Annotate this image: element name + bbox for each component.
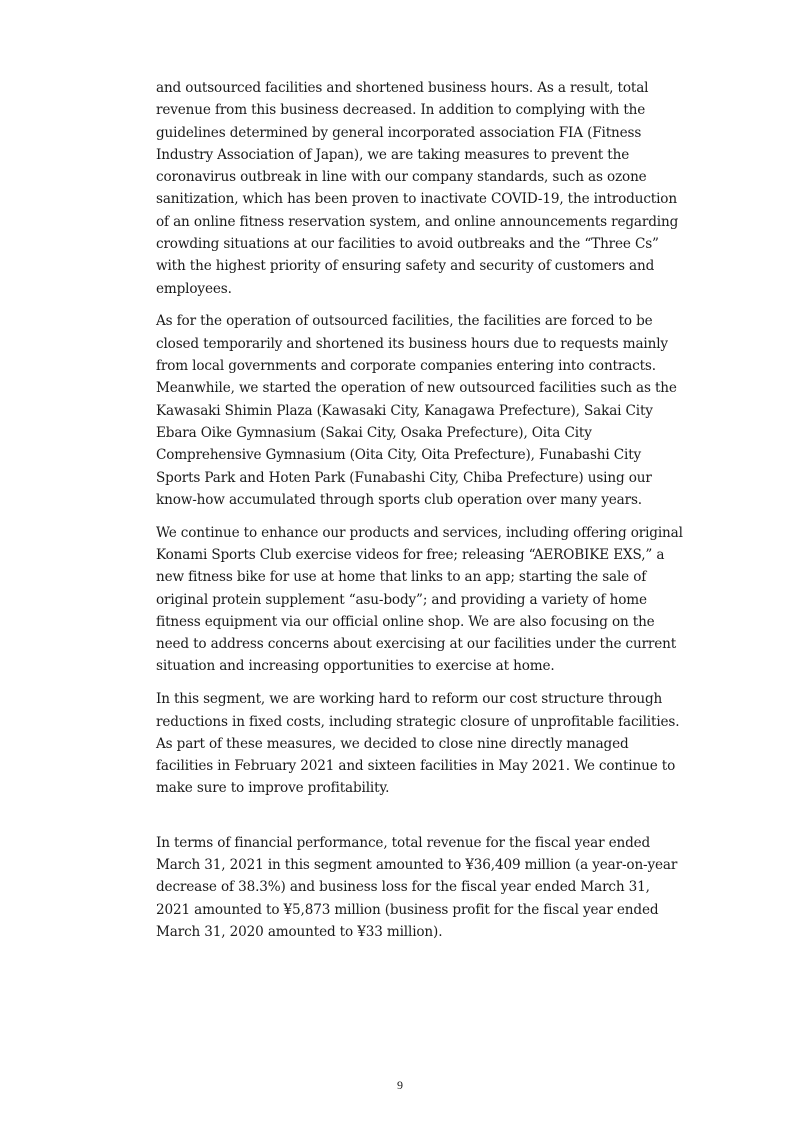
document-body [156,77,686,954]
paragraph-financial-performance: In terms of financial performance, total revenue for the fiscal year ended March 31, 2021 in this segment amounted to ¥36,409 million (a year-on-year decrease of 38.3%) and business loss for the fiscal year ended March 31, 2021 amounted to ¥5,873 million (business profit for the fiscal year ended March 31, 2020 amounted to ¥33 million). [156,834,678,940]
page-number: 9 [397,1078,403,1092]
paragraph-facility-measures: and outsourced facilities and shortened business hours. As a result, total revenue from this business decreased. In addition to complying with the guidelines determined by general incorporated association FIA (Fitness Industry Association of Japan), we are taking measures to prevent the coronavirus outbreak in line with our company standards, such as ozone sanitization, which has been proven to inactivate COVID-19, the introduction of an online fitness reservation system, and online announcements regarding crowding situations at our facilities to avoid outbreaks and the “Three Cs” with the highest priority of ensuring safety and security of customers and employees. [156,80,679,297]
paragraph-cost-structure: In this segment, we are working hard to reform our cost structure through reductions in fixed costs, including strategic closure of unprofitable facilities. As part of these measures, we decided to close nine directly managed facilities in February 2021 and sixteen facilities in May 2021. We continue to make sure to improve profitability. [156,691,680,797]
paragraph-outsourced-facilities: As for the operation of outsourced facilities, the facilities are forced to be closed temporarily and shortened its business hours due to requests mainly from local governments and corporate companies entering into contracts. Meanwhile, we started the operation of new outsourced facilities such as the Kawasaki Shimin Plaza (Kawasaki City, Kanagawa Prefecture), Sakai City Ebara Oike Gymnasium (Sakai City, Osaka Prefecture), Oita City Comprehensive Gymnasium (Oita City, Oita Prefecture), Funabashi City Sports Park and Hoten Park (Funabashi City, Chiba Prefecture) using our know-how accumulated through sports club operation over many years. [156,313,677,508]
paragraph-products-services: We continue to enhance our products and services, including offering original Konami Sports Club exercise videos for free; releasing “AEROBIKE EXS,” a new fitness bike for use at home that links to an app; starting the sale of original protein supplement “asu-body”; and providing a variety of home fitness equipment via our official online shop. We are also focusing on the need to address concerns about exercising at our facilities under the current situation and increasing opportunities to exercise at home. [156,524,683,675]
